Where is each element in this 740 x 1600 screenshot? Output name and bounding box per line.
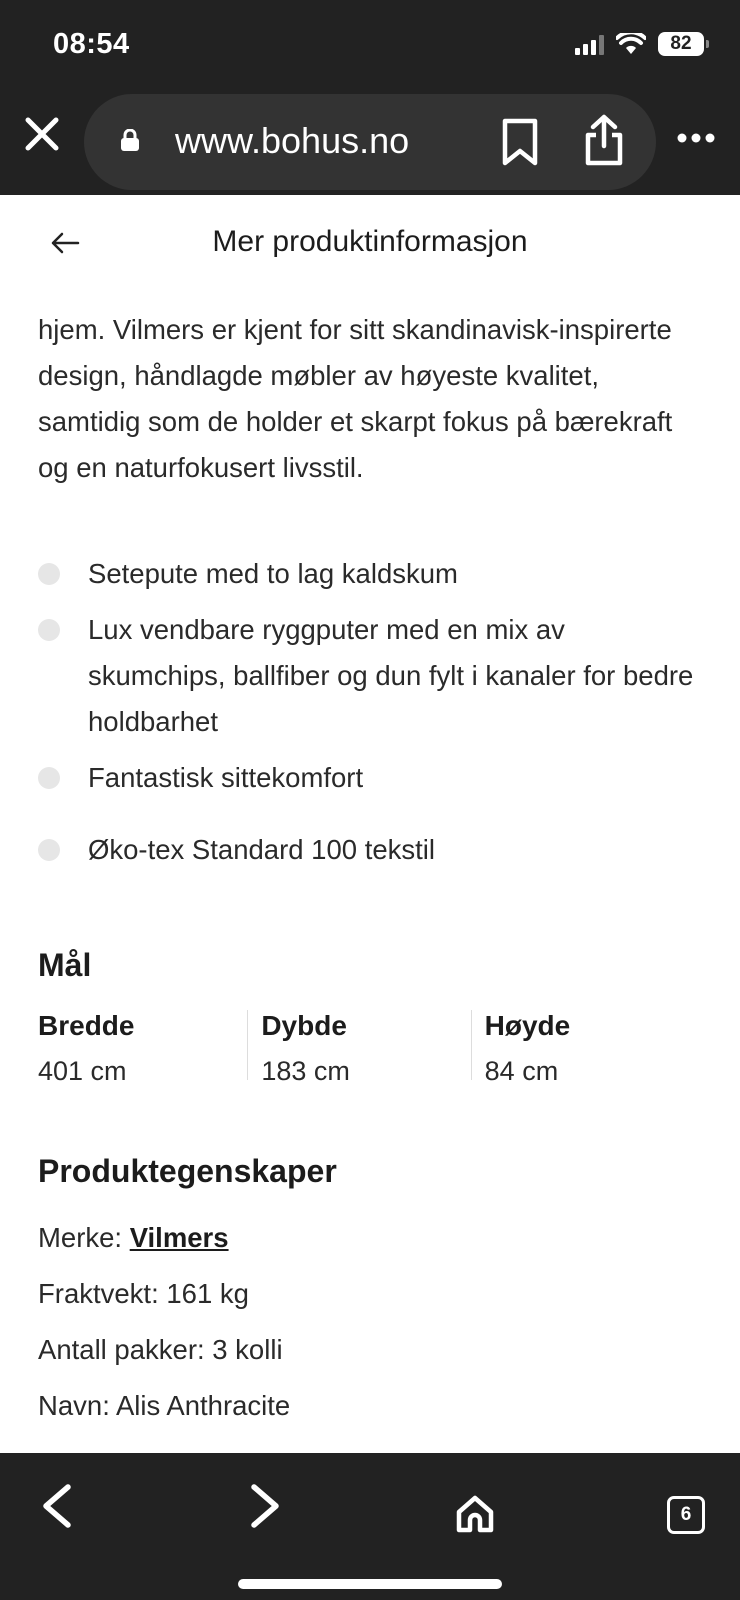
battery-icon: 82 <box>658 32 704 56</box>
home-icon[interactable] <box>455 1491 495 1537</box>
properties-heading: Produktegenskaper <box>38 1153 337 1189</box>
share-icon[interactable] <box>584 114 624 166</box>
browser-bottom-toolbar <box>0 1453 740 1600</box>
feature-list <box>38 551 708 873</box>
tabs-icon[interactable]: 6 <box>667 1496 705 1534</box>
shipping-weight: Fraktvekt: 161 kg <box>38 1278 249 1309</box>
dimensions-heading: Mål <box>38 947 92 983</box>
address-bar[interactable] <box>84 94 656 190</box>
list-item: Lux vendbare ryggputer med en mix av skumchips, ballfiber og dun fylt i kanaler for bedre holdbarhet <box>38 607 708 745</box>
dimension-height: Høyde 84 cm <box>485 1010 708 1087</box>
forward-icon[interactable] <box>244 1483 284 1529</box>
package-count: Antall pakker: 3 kolli <box>38 1334 283 1365</box>
bullet-dot <box>38 563 60 585</box>
product-name: Navn: Alis Anthracite <box>38 1390 291 1421</box>
brand-row: Merke: Vilmers <box>38 1222 229 1253</box>
product-info-content <box>38 285 708 1424</box>
page-title: Mer produktinformasjon <box>212 225 528 258</box>
dimension-width: Bredde 401 cm <box>38 1010 135 1086</box>
cellular-signal-icon <box>575 33 604 55</box>
description-paragraph: hjem. Vilmers er kjent for sitt skandinavisk-inspirerte design, håndlagde møbler av høyeste kvalitet, samtidig som de holder et skarpt fokus på bærekraft og en naturfokusert livsstil. <box>38 314 673 483</box>
more-options-icon[interactable] <box>676 131 716 145</box>
wifi-icon <box>616 33 646 55</box>
dimensions-table <box>38 1010 708 1087</box>
divider <box>471 1010 472 1080</box>
list-item: Øko-tex Standard 100 tekstil <box>38 827 708 873</box>
status-icons <box>575 32 704 56</box>
bullet-dot <box>38 619 60 641</box>
bullet-dot <box>38 839 60 861</box>
divider <box>247 1010 248 1080</box>
close-icon[interactable] <box>24 116 60 152</box>
bookmark-icon[interactable] <box>500 118 540 166</box>
back-icon[interactable] <box>38 1483 78 1529</box>
web-page <box>0 195 740 1453</box>
bullet-dot <box>38 767 60 789</box>
browser-toolbar <box>0 92 740 195</box>
dimension-depth: Dybde 183 cm <box>261 1010 484 1087</box>
url-text: www.bohus.no <box>175 120 410 161</box>
page-header <box>0 195 740 295</box>
brand-link[interactable]: Vilmers <box>129 1222 229 1253</box>
status-time: 08:54 <box>53 28 130 60</box>
list-item: Fantastisk sittekomfort <box>38 755 708 801</box>
home-indicator[interactable] <box>238 1579 502 1589</box>
lock-icon <box>120 129 140 151</box>
status-bar <box>0 0 740 92</box>
list-item: Setepute med to lag kaldskum <box>38 551 708 597</box>
